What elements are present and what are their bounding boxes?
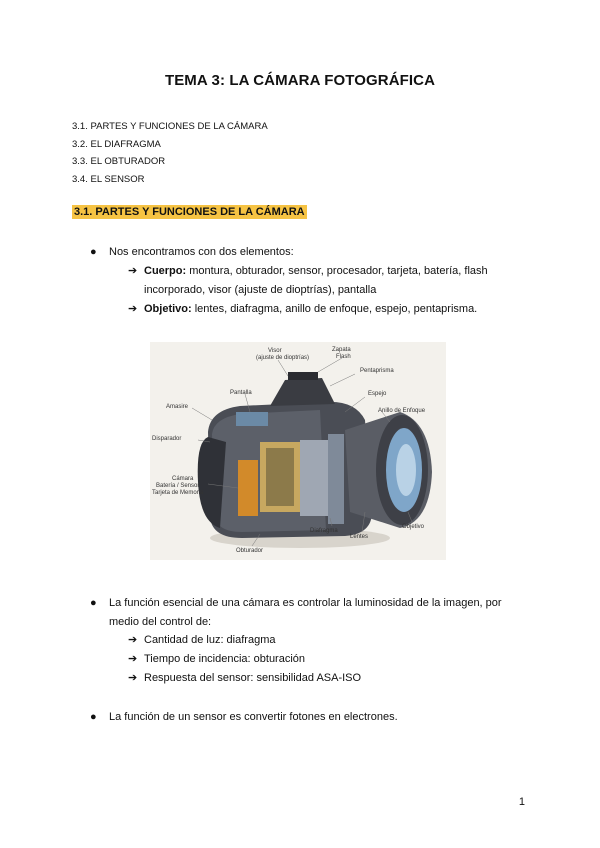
figure-label: Cámara <box>172 476 194 482</box>
sub-item-text: Cantidad de luz: diafragma <box>144 634 276 646</box>
figure-label: Anillo de Enfoque <box>378 408 426 414</box>
toc-item: 3.2. EL DIAFRAGMA <box>72 138 161 150</box>
page-number: 1 <box>518 796 525 808</box>
sub-item-text: lentes, diafragma, anillo de enfoque, espejo, pentaprisma. <box>191 303 478 315</box>
figure-label: Visor <box>268 348 282 354</box>
figure-label: Espejo <box>368 391 387 397</box>
figure-label: Lentes <box>350 534 369 540</box>
page-title: TEMA 3: LA CÁMARA FOTOGRÁFICA <box>164 72 436 89</box>
section-heading: 3.1. PARTES Y FUNCIONES DE LA CÁMARA <box>74 206 305 218</box>
toc-item: 3.4. EL SENSOR <box>72 173 145 185</box>
arrow-right-icon: ➔ <box>128 265 138 277</box>
bullet-dot-icon: ● <box>90 711 97 723</box>
figure-label: Batería / Sensor <box>156 483 200 489</box>
sub-item-label: Objetivo: <box>144 303 192 315</box>
sub-item-text: Respuesta del sensor: sensibilidad ASA-ISO <box>144 672 362 684</box>
figure-label: Diafragma <box>310 528 338 534</box>
bullet-text: La función esencial de una cámara es controlar la luminosidad de la imagen, por medio del control de: <box>109 597 502 628</box>
toc-item: 3.3. EL OBTURADOR <box>72 156 166 168</box>
arrow-right-icon: ➔ <box>128 653 138 665</box>
arrow-right-icon: ➔ <box>128 634 138 646</box>
figure-label: Flash <box>336 354 351 360</box>
figure-label: (ajuste de dioptrías) <box>256 355 310 361</box>
sub-item-text: Tiempo de incidencia: obturación <box>144 653 306 665</box>
table-of-contents <box>72 118 268 188</box>
figure-label: Obturador <box>236 548 264 554</box>
bullet-text: Nos encontramos con dos elementos: <box>109 246 294 258</box>
bullet-dot-icon: ● <box>90 597 97 609</box>
sub-item-label: Cuerpo: <box>144 265 187 277</box>
bullet-text: La función de un sensor es convertir fotones en electrones. <box>109 711 398 723</box>
arrow-right-icon: ➔ <box>128 672 138 684</box>
camera-cutaway-figure <box>150 342 446 560</box>
figure-label: Zapata <box>332 347 351 353</box>
figure-label: Tarjeta de Memoria <box>152 490 204 496</box>
bullet-dot-icon: ● <box>90 246 97 258</box>
sub-item-text: montura, obturador, sensor, procesador, tarjeta, batería, flash incorporado, visor (ajuste de dioptrías), pantalla <box>144 265 488 296</box>
figure-label: Pantalla <box>230 390 252 396</box>
toc-item: 3.1. PARTES Y FUNCIONES DE LA CÁMARA <box>72 121 268 132</box>
figure-label: Amasire <box>166 404 189 410</box>
figure-label: Disparador <box>152 436 182 442</box>
arrow-right-icon: ➔ <box>128 303 138 315</box>
figure-label: Pentaprisma <box>360 368 394 374</box>
figure-label: Objetivo <box>402 524 425 530</box>
